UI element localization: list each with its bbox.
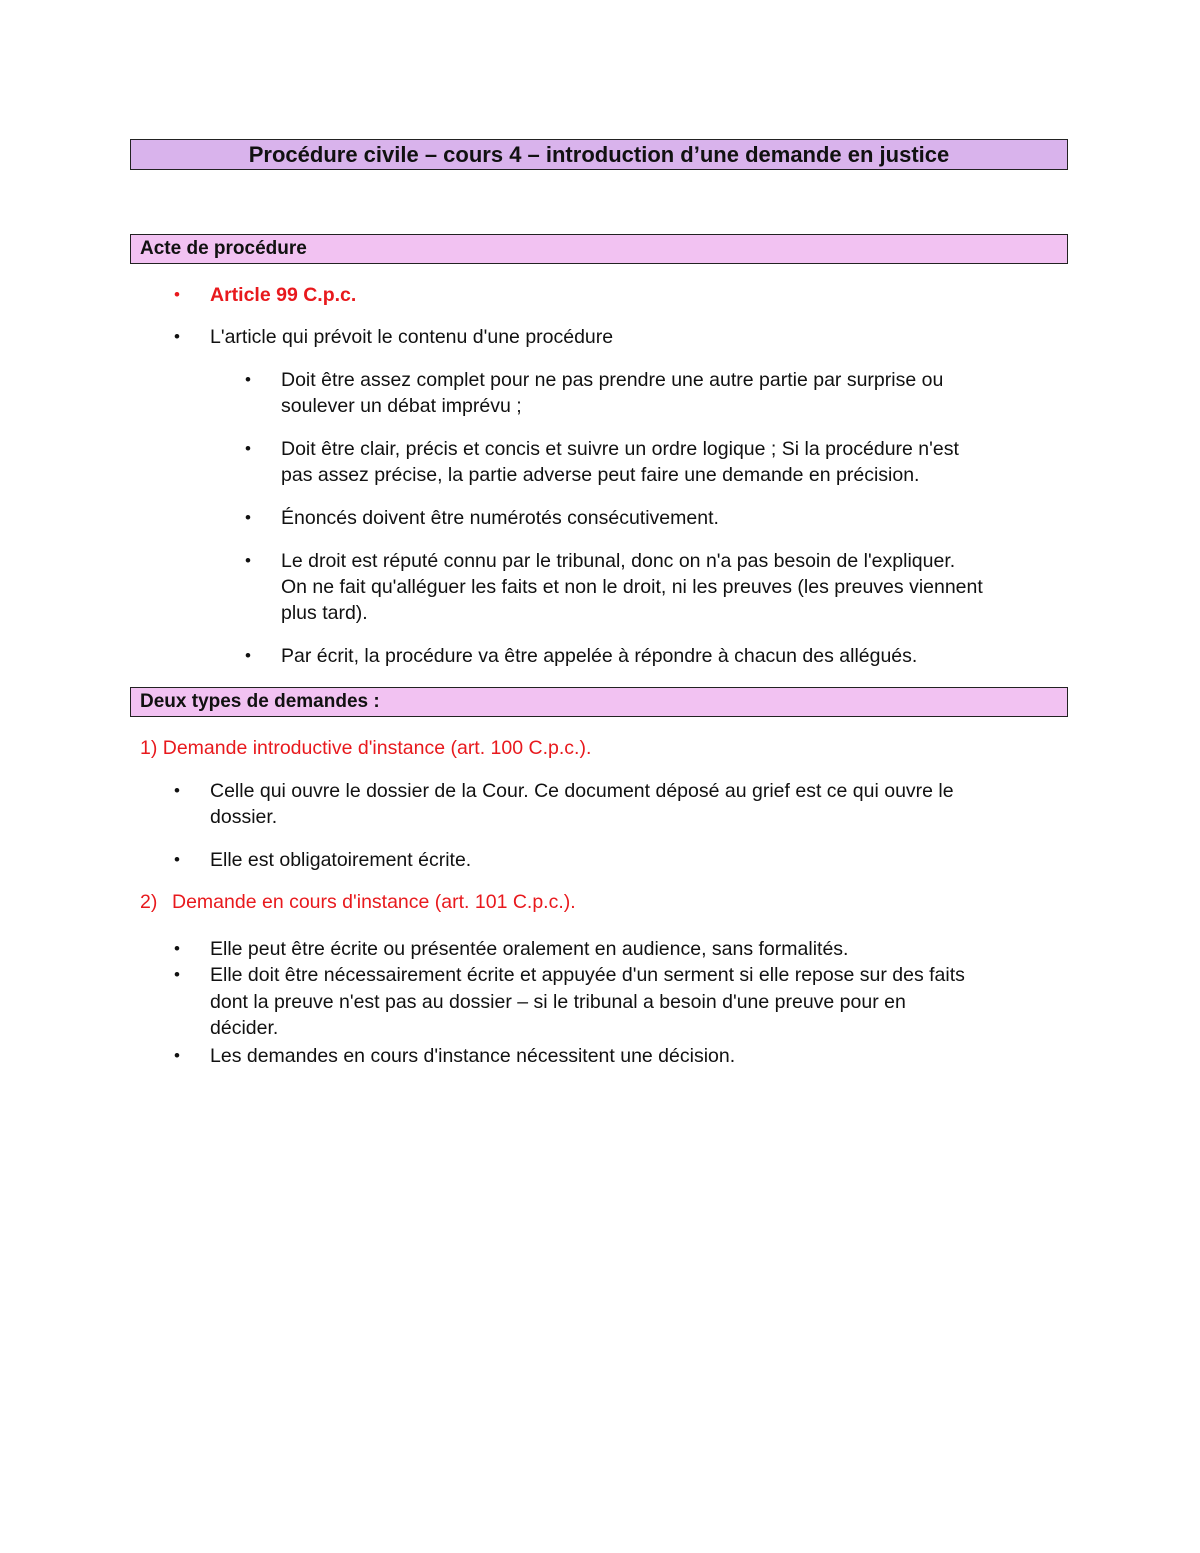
bullet-marker: • — [174, 327, 180, 346]
list-item-line: Le droit est réputé connu par le tribunal, donc on n'a pas besoin de l'expliquer. — [281, 550, 956, 572]
list-item-line: Énoncés doivent être numérotés consécutivement. — [281, 507, 719, 529]
bullet-marker: • — [174, 850, 180, 869]
section1-intro: L'article qui prévoit le contenu d'une procédure — [210, 326, 614, 348]
bullet-marker: • — [174, 285, 180, 304]
list-item-line: Doit être assez complet pour ne pas prendre une autre partie par surprise ou — [281, 369, 944, 391]
list-item-line: dossier. — [210, 806, 278, 828]
demand2-number: 2) — [140, 891, 158, 913]
article-reference: Article 99 C.p.c. — [210, 284, 357, 306]
list-item-line: Les demandes en cours d'instance nécessitent une décision. — [210, 1045, 736, 1067]
list-item-line: dont la preuve n'est pas au dossier – si le tribunal a besoin d'une preuve pour en — [210, 991, 906, 1013]
section-heading-acte-de-procedure: Acte de procédure — [130, 234, 1068, 264]
bullet-marker: • — [245, 508, 251, 527]
bullet-marker: • — [245, 370, 251, 389]
bullet-marker: • — [174, 965, 180, 984]
bullet-marker: • — [245, 646, 251, 665]
bullet-marker: • — [245, 439, 251, 458]
document-title: Procédure civile – cours 4 – introduction d’une demande en justice — [130, 139, 1068, 170]
list-item-line: Par écrit, la procédure va être appelée à répondre à chacun des allégués. — [281, 645, 918, 667]
list-item-line: Celle qui ouvre le dossier de la Cour. Ce document déposé au grief est ce qui ouvre le — [210, 780, 954, 802]
list-item-line: Elle est obligatoirement écrite. — [210, 849, 472, 871]
list-item-line: Elle peut être écrite ou présentée oralement en audience, sans formalités. — [210, 938, 849, 960]
bullet-marker: • — [174, 1046, 180, 1065]
list-item-line: On ne fait qu'alléguer les faits et non le droit, ni les preuves (les preuves viennent — [281, 576, 983, 598]
section-heading-deux-types-de-demandes: Deux types de demandes : — [130, 687, 1068, 717]
list-item-line: soulever un débat imprévu ; — [281, 395, 522, 417]
list-item-line: pas assez précise, la partie adverse peut faire une demande en précision. — [281, 464, 920, 486]
list-item-line: Doit être clair, précis et concis et suivre un ordre logique ; Si la procédure n'est — [281, 438, 959, 460]
demand2-heading: Demande en cours d'instance (art. 101 C.p.c.). — [172, 891, 576, 913]
list-item-line: plus tard). — [281, 602, 368, 624]
demand1-heading: 1) Demande introductive d'instance (art. 100 C.p.c.). — [140, 737, 592, 759]
list-item-line: décider. — [210, 1017, 279, 1039]
bullet-marker: • — [174, 781, 180, 800]
bullet-marker: • — [174, 939, 180, 958]
list-item-line: Elle doit être nécessairement écrite et appuyée d'un serment si elle repose sur des faits — [210, 964, 965, 986]
bullet-marker: • — [245, 551, 251, 570]
